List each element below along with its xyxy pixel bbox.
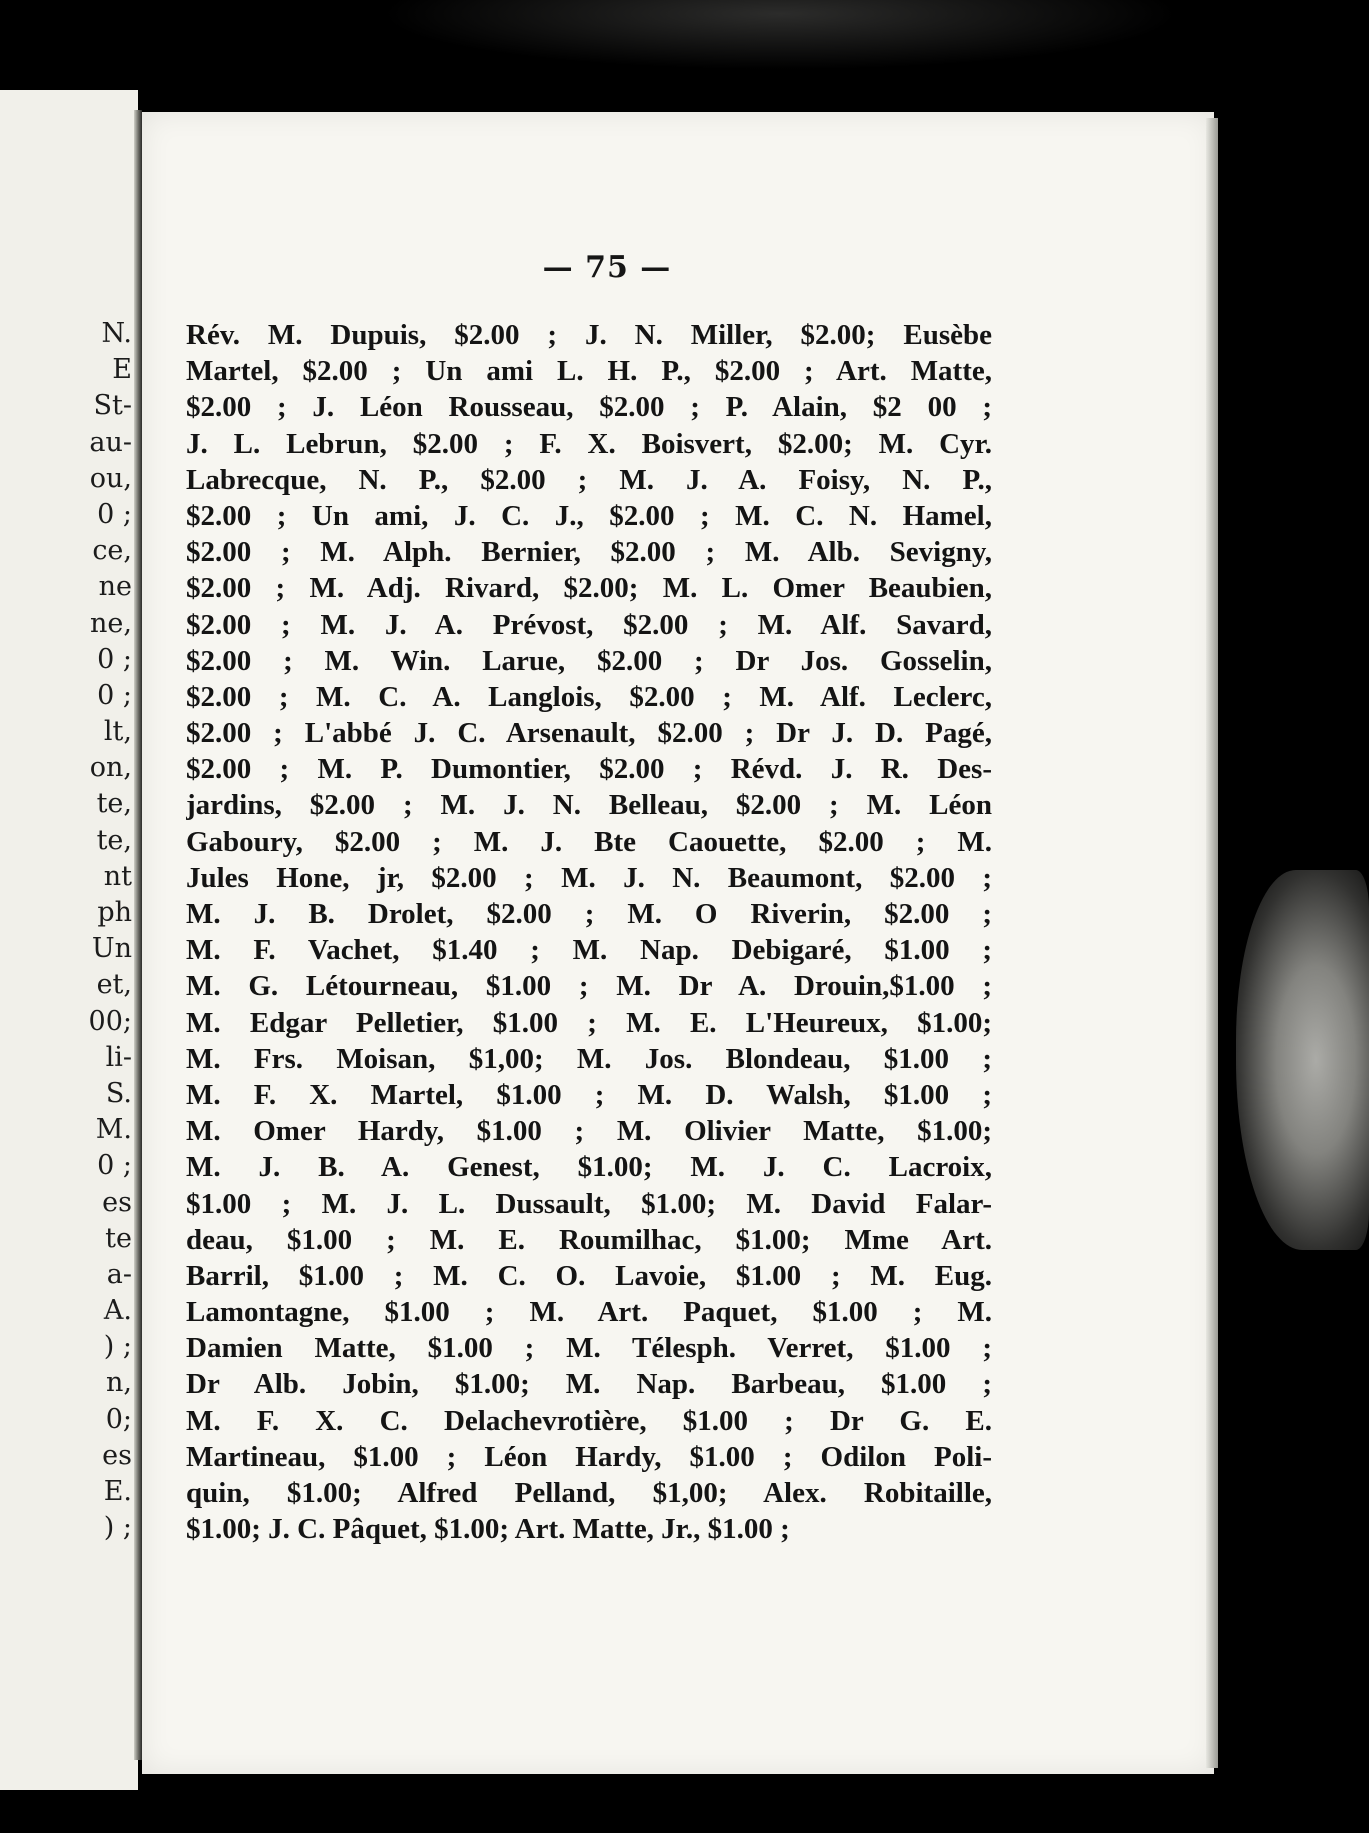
- left-page-line-fragment: 0 ;: [97, 1150, 132, 1182]
- donor-line: $2.00 ; Un ami, J. C. J., $2.00 ; M. C. N. Hamel,: [186, 499, 992, 532]
- left-page-line-fragment: ce,: [92, 535, 132, 567]
- donor-line: $2.00 ; M. Win. Larue, $2.00 ; Dr Jos. Gosselin,: [186, 644, 992, 677]
- left-page-line-fragment: ) ;: [103, 1331, 132, 1363]
- left-page-line-fragment: es: [102, 1439, 132, 1471]
- left-page-line-fragment: 00;: [88, 1005, 132, 1037]
- left-page-line-fragment: te,: [96, 788, 132, 820]
- donor-line: Rév. M. Dupuis, $2.00 ; J. N. Miller, $2.00; Eusèbe: [186, 319, 992, 351]
- donor-line: Damien Matte, $1.00 ; M. Télesph. Verret, $1.00 ;: [186, 1332, 992, 1365]
- donor-line: M. F. X. Martel, $1.00 ; M. D. Walsh, $1.00 ;: [186, 1078, 992, 1111]
- donor-line: M. Frs. Moisan, $1,00; M. Jos. Blondeau, $1.00 ;: [186, 1042, 992, 1075]
- donor-line: M. G. Létourneau, $1.00 ; M. Dr A. Drouin,$1.00 ;: [186, 970, 992, 1003]
- left-page-line-fragment: n,: [106, 1367, 132, 1399]
- donor-line: $2.00 ; M. Adj. Rivard, $2.00; M. L. Omer Beaubien,: [186, 572, 992, 605]
- left-page-line-fragment: N.: [101, 318, 132, 349]
- donor-line: $2.00 ; M. Alph. Bernier, $2.00 ; M. Alb. Sevigny,: [186, 536, 992, 569]
- left-page-line-fragment: ph: [97, 897, 132, 928]
- left-page-line-fragment: es: [102, 1186, 132, 1218]
- donor-line: Barril, $1.00 ; M. C. O. Lavoie, $1.00 ; M. Eug.: [186, 1259, 992, 1292]
- donor-line: M. J. B. A. Genest, $1.00; M. J. C. Lacroix,: [186, 1151, 992, 1184]
- left-page-line-fragment: Un: [91, 933, 132, 965]
- donor-line: $2.00 ; L'abbé J. C. Arsenault, $2.00 ; Dr J. D. Pagé,: [186, 717, 992, 750]
- left-page-line-fragment: nt: [103, 860, 132, 892]
- left-page-line-fragment: on,: [89, 752, 132, 784]
- left-page-line-fragment: E.: [103, 1476, 132, 1507]
- donor-line: M. F. Vachet, $1.40 ; M. Nap. Debigaré, $1.00 ;: [186, 934, 992, 967]
- donor-line: Gaboury, $2.00 ; M. J. Bte Caouette, $2.00 ; M.: [186, 825, 992, 858]
- right-page: [142, 112, 1214, 1774]
- binding-edge: [134, 110, 142, 1760]
- donor-line: M. Edgar Pelletier, $1.00 ; M. E. L'Heureux, $1.00;: [186, 1006, 992, 1039]
- left-page-line-fragment: au-: [89, 426, 132, 458]
- donor-line: $2.00 ; J. Léon Rousseau, $2.00 ; P. Alain, $2 00 ;: [186, 391, 992, 424]
- donor-line: Jules Hone, jr, $2.00 ; M. J. N. Beaumont, $2.00 ;: [186, 861, 992, 894]
- scan-noise: [380, 0, 1180, 70]
- donor-line: quin, $1.00; Alfred Pelland, $1,00; Alex. Robitaille,: [186, 1477, 992, 1509]
- left-page-line-fragment: E: [112, 354, 132, 386]
- donor-line: $2.00 ; M. J. A. Prévost, $2.00 ; M. Alf. Savard,: [186, 608, 992, 641]
- left-page-text-fragments: [0, 316, 132, 1546]
- donor-line: M. Omer Hardy, $1.00 ; M. Olivier Matte, $1.00;: [186, 1115, 992, 1148]
- left-page-line-fragment: 0 ;: [97, 679, 132, 711]
- left-page-line-fragment: ne: [98, 571, 132, 603]
- left-page-line-fragment: ne,: [90, 607, 132, 639]
- left-page: [0, 90, 138, 1790]
- left-page-line-fragment: A.: [103, 1295, 132, 1327]
- donor-line: Martineau, $1.00 ; Léon Hardy, $1.00 ; Odilon Poli-: [186, 1440, 992, 1473]
- left-page-line-fragment: a-: [106, 1258, 132, 1290]
- left-page-line-fragment: et,: [96, 969, 132, 1001]
- page-number: — 75 —: [542, 250, 672, 285]
- donor-line: deau, $1.00 ; M. E. Roumilhac, $1.00; Mme Art.: [186, 1223, 992, 1256]
- donor-line: jardins, $2.00 ; M. J. N. Belleau, $2.00 ; M. Léon: [186, 789, 992, 822]
- left-page-line-fragment: ou,: [89, 462, 132, 494]
- left-page-line-fragment: M.: [95, 1114, 132, 1146]
- page-edge: [1206, 118, 1218, 1768]
- left-page-line-fragment: te,: [96, 824, 132, 856]
- donor-line: Martel, $2.00 ; Un ami L. H. P., $2.00 ; Art. Matte,: [186, 355, 992, 388]
- left-page-line-fragment: S.: [105, 1077, 132, 1109]
- left-page-line-fragment: 0;: [105, 1403, 132, 1435]
- donor-line: Dr Alb. Jobin, $1.00; M. Nap. Barbeau, $1.00 ;: [186, 1368, 992, 1401]
- left-page-line-fragment: St-: [93, 390, 132, 422]
- donor-list: [186, 317, 992, 1547]
- left-page-line-fragment: te: [105, 1222, 132, 1254]
- left-page-line-fragment: ) ;: [103, 1512, 132, 1544]
- donor-line: Labrecque, N. P., $2.00 ; M. J. A. Foisy, N. P.,: [186, 463, 992, 496]
- left-page-line-fragment: li-: [105, 1041, 132, 1073]
- donor-line: $1.00 ; M. J. L. Dussault, $1.00; M. David Falar-: [186, 1187, 992, 1220]
- donor-line: $2.00 ; M. C. A. Langlois, $2.00 ; M. Alf. Leclerc,: [186, 680, 992, 713]
- left-page-line-fragment: 0 ;: [97, 498, 132, 530]
- left-page-line-fragment: lt,: [103, 716, 132, 748]
- donor-line: $2.00 ; M. P. Dumontier, $2.00 ; Révd. J. R. Des-: [186, 753, 992, 786]
- scan-artifact: [1236, 870, 1369, 1250]
- donor-line: Lamontagne, $1.00 ; M. Art. Paquet, $1.00 ; M.: [186, 1296, 992, 1329]
- left-page-line-fragment: 0 ;: [97, 643, 132, 675]
- donor-line: M. J. B. Drolet, $2.00 ; M. O Riverin, $2.00 ;: [186, 898, 992, 930]
- donor-line: J. L. Lebrun, $2.00 ; F. X. Boisvert, $2.00; M. Cyr.: [186, 427, 992, 460]
- donor-line: M. F. X. C. Delachevrotière, $1.00 ; Dr G. E.: [186, 1404, 992, 1437]
- donor-line: $1.00; J. C. Pâquet, $1.00; Art. Matte, Jr., $1.00 ;: [186, 1513, 790, 1546]
